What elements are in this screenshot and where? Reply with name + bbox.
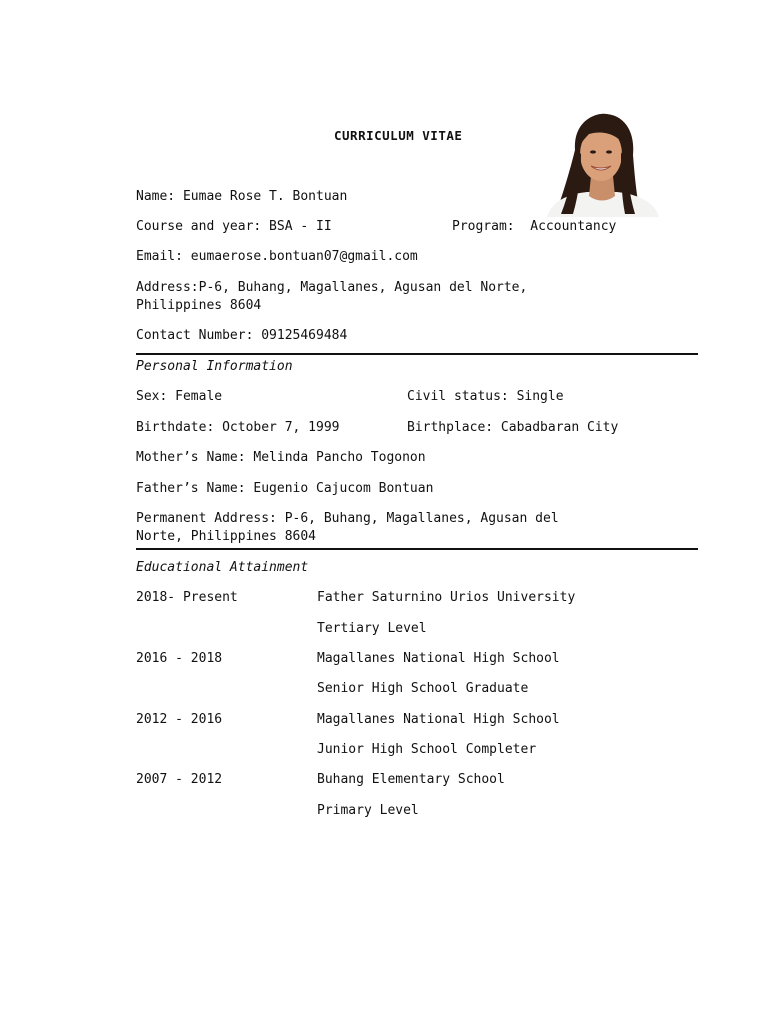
birthdate-line: Birthdate: October 7, 1999 bbox=[136, 420, 340, 435]
mother-name-line: Mother’s Name: Melinda Pancho Togonon bbox=[136, 450, 426, 465]
divider-2 bbox=[136, 548, 698, 550]
education-school: Magallanes National High School bbox=[317, 712, 560, 727]
course-line: Course and year: BSA - II bbox=[136, 219, 332, 234]
program-line: Program: Accountancy bbox=[452, 219, 617, 234]
document-title: CURRICULUM VITAE bbox=[334, 128, 463, 143]
permanent-address-line-2: Norte, Philippines 8604 bbox=[136, 529, 317, 544]
education-heading: Educational Attainment bbox=[136, 560, 309, 575]
address-line-1: Address:P-6, Buhang, Magallanes, Agusan del Norte, bbox=[136, 280, 528, 295]
education-level: Primary Level bbox=[317, 803, 419, 818]
father-name-line: Father’s Name: Eugenio Cajucom Bontuan bbox=[136, 481, 434, 496]
education-years: 2018- Present bbox=[136, 590, 238, 605]
education-school: Buhang Elementary School bbox=[317, 772, 505, 787]
personal-info-heading: Personal Information bbox=[136, 359, 293, 374]
profile-photo bbox=[537, 110, 662, 217]
education-level: Senior High School Graduate bbox=[317, 681, 529, 696]
education-school: Father Saturnino Urios University bbox=[317, 590, 576, 605]
education-years: 2007 - 2012 bbox=[136, 772, 223, 787]
education-school: Magallanes National High School bbox=[317, 651, 560, 666]
civil-status-line: Civil status: Single bbox=[407, 389, 564, 404]
email-line: Email: eumaerose.bontuan07@gmail.com bbox=[136, 249, 418, 264]
birthplace-line: Birthplace: Cabadbaran City bbox=[407, 420, 619, 435]
divider-1 bbox=[136, 353, 698, 355]
education-level: Junior High School Completer bbox=[317, 742, 537, 757]
education-level: Tertiary Level bbox=[317, 621, 427, 636]
permanent-address-line-1: Permanent Address: P-6, Buhang, Magallanes, Agusan del bbox=[136, 511, 559, 526]
address-line-2: Philippines 8604 bbox=[136, 298, 262, 313]
name-line: Name: Eumae Rose T. Bontuan bbox=[136, 189, 348, 204]
contact-line: Contact Number: 09125469484 bbox=[136, 328, 348, 343]
sex-line: Sex: Female bbox=[136, 389, 223, 404]
education-years: 2012 - 2016 bbox=[136, 712, 223, 727]
education-years: 2016 - 2018 bbox=[136, 651, 223, 666]
